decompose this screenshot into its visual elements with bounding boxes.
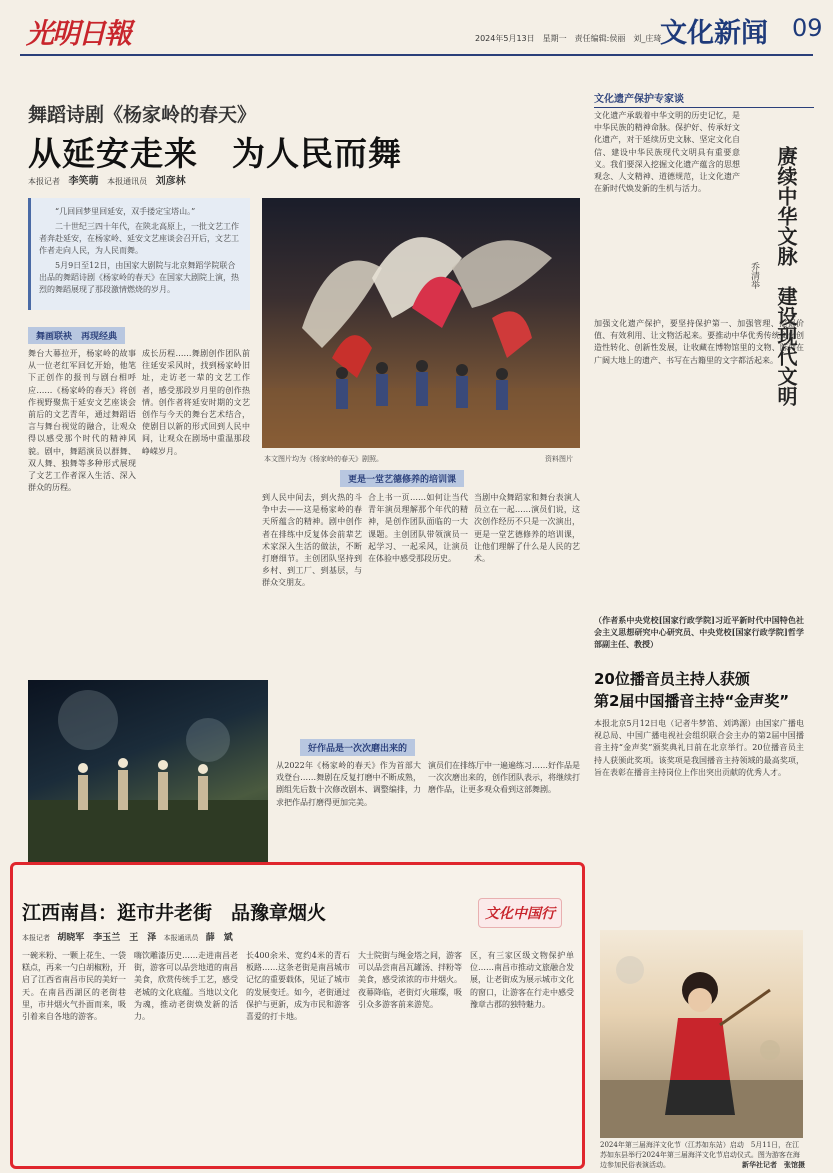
- subhead-3: [300, 739, 415, 755]
- commentary-title: 赓续中华文脉 建设现代文明: [774, 146, 798, 406]
- highlight-column: 区，有三家区级文物保护单位……南昌市推动文旅融合发展，让老街成为展示城市文化的窗口，让游客在行走中感受豫章古郡的独特魅力。: [470, 951, 574, 1009]
- article-headline: 从延安走来 为人民而舞: [28, 134, 402, 173]
- festival-photo: [600, 930, 803, 1138]
- lead-paragraph: “几回回梦里回延安，双手搂定宝塔山。”: [55, 207, 196, 216]
- festival-photo-art: [600, 930, 803, 1138]
- highlight-column: 一碗米粉、一颗上花生、一袋糕点，再来一勺白胡椒粉，开启了江西省南昌市民的美好一天。在南昌西湖区的老街巷里，市井烟火气扑面而来，吸引着来自各地的游客。: [22, 951, 126, 1022]
- lead-box: [28, 198, 250, 310]
- dateline: 2024年5月13日 星期一 责任编辑:侯丽 刘_庄琦: [475, 34, 662, 43]
- byline-label-2: 本报通讯员: [163, 934, 199, 942]
- article-column: 到人民中间去，到火热的斗争中去——这是杨家岭的春天所蕴含的精神。剧中创作者在排练中反复体会前辈艺术家深入生活的做法，不断打磨细节。主创团队坚持到乡村、到工厂、到基层，与群众交朋友。: [262, 493, 362, 588]
- commentary-text-2: 加强文化遗产保护，要坚持保护第一、加强管理、挖掘价值、有效利用、让文物活起来。要推动中华优秀传统文化创造性转化、创新性发展，让收藏在博物馆里的文物、陈列在广阔大地上的遗产、书写在古籍里的文字都活起来。: [594, 319, 804, 365]
- expert-column-head: 文化遗产保护专家谈: [594, 90, 814, 108]
- commentary-author: 乔清举: [749, 262, 759, 289]
- reporter-name-2: 薛 斌: [205, 933, 233, 943]
- byline-label: 本报记者: [22, 934, 50, 942]
- commentary-text: 文化遗产承载着中华文明的历史记忆，是中华民族的精神命脉。保护好、传承好文化遗产，对于延续历史文脉、坚定文化自信、建设中华民族现代文明具有重要意义。我们要深入挖掘文化遗产蕴含的思想观念、人文精神、道德规范，让文化遗产在新时代焕发新的生机与活力。: [594, 111, 740, 194]
- stage-photo: [28, 680, 268, 870]
- lead-paragraph: 二十世纪三四十年代，在陕北高原上，一批文艺工作者奔赴延安，在杨家岭、延安文艺座谈会召开后，文艺工作者走向人民，为人民而舞。: [39, 222, 239, 255]
- photo-caption: 本文图片均为《杨家岭的春天》剧照。: [264, 455, 383, 463]
- masthead: [20, 6, 823, 56]
- article-column: 成长历程……舞剧创作团队前往延安采风时，找到杨家岭旧址，走访老一辈的文艺工作者，感受那段岁月里的创作热情。创作者将延安时期的文艺创作与今天的舞台艺术结合，使剧目以新的形式回到人民中间，让观众在剧场中重温那段峥嵘岁月。: [142, 349, 250, 456]
- reporter-name: 李笑萌: [68, 176, 99, 187]
- newspaper-logo: 光明日報: [26, 17, 131, 50]
- news-headline-line2: 第2届中国播音主持“金声奖”: [594, 692, 790, 710]
- lead-paragraph: 5月9日至12日，由国家大剧院与北京舞蹈学院联合出品的舞蹈诗剧《杨家岭的春天》在国家大剧院上演，热烈的舞蹈展现了那段激情燃烧的岁月。: [39, 261, 239, 294]
- caption-text: 2024年第三届海洋文化节（江苏如东站）启动 5月11日，在江苏如东县举行2024年第三届海洋文化节启动仪式。图为游客在海边参加民俗表演活动。: [600, 1141, 800, 1169]
- subhead-text: 舞画联袂 再现经典: [28, 327, 125, 344]
- caption-credit: 新华社记者 张馆摄: [742, 1160, 805, 1169]
- author-note: （作者系中央党校[国家行政学院]习近平新时代中国特色社会主义思想研究中心研究员、中央党校[国家行政学院]哲学部副主任、教授）: [594, 615, 804, 650]
- section-title: 文化新闻: [660, 18, 768, 49]
- article-kicker: 舞蹈诗剧《杨家岭的春天》: [28, 104, 257, 126]
- byline-label-2: 本报通讯员: [107, 177, 148, 186]
- page-number: 09: [792, 14, 823, 42]
- article-byline: [28, 172, 192, 187]
- highlight-column: 长400余米、宽约4米的青石板路……这条老街是南昌城市记忆的重要载体，见证了城市的发展变迁。如今，老街通过保护与更新，成为市民和游客喜爱的打卡地。: [246, 951, 350, 1022]
- festival-photo-caption: [600, 1140, 805, 1170]
- reporter-names: 胡晓军 李玉兰 王 泽: [57, 933, 157, 943]
- subhead-1: [28, 327, 125, 343]
- article-column: 从2022年《杨家岭的春天》作为首部大戏登台……舞剧在反复打磨中不断成熟，剧组先后数十次修改剧本、调整编排，力求把作品打磨得更加完美。: [276, 761, 421, 807]
- culture-china-tour-logo: 文化中国行: [478, 898, 562, 928]
- news-body: 本报北京5月12日电（记者牛梦笛、刘鸿源）由国家广播电视总局、中国广播电视社会组织联合会主办的第2届中国播音主持“金声奖”颁奖典礼日前在北京举行。20位播音员主持人获颁此奖项。该奖项是我国播音主持领域的最高奖项，旨在表彰在播音主持岗位上作出突出贡献的优秀人才。: [594, 719, 804, 777]
- dance-photo: [262, 198, 580, 448]
- news-headline-line1: 20位播音员主持人获颁: [594, 670, 750, 688]
- highlight-column: 嗨饮雕漆历史……走进南昌老街，游客可以品尝地道的南昌美食，欣赏传统手工艺，感受老城的文化底蕴。当地以文化为魂，推动老街焕发新的活力。: [134, 951, 238, 1022]
- article-column: 合上书一页……如何让当代青年演员理解那个年代的精神，是创作团队面临的一大课题。主创团队带领演员一起学习、一起采风，让演员在体验中感受那段历史。: [368, 493, 468, 564]
- photo-credit: 资料图片: [545, 455, 573, 463]
- subhead-2: [340, 470, 464, 486]
- subhead-text: 好作品是一次次磨出来的: [300, 739, 415, 756]
- dance-photo-art: [262, 198, 580, 448]
- subhead-text: 更是一堂艺德修养的培训课: [340, 470, 464, 487]
- byline-label: 本报记者: [28, 177, 60, 186]
- highlighted-byline: [22, 930, 238, 943]
- highlighted-headline: 江西南昌：逛市井老街 品豫章烟火: [22, 902, 327, 924]
- stage-photo-art: [28, 680, 268, 870]
- article-column: 舞台大幕拉开，杨家岭的故事从一位老红军回忆开始，他笔下正创作的报刊与剧台相呼应……《杨家岭的春天》将创作视野聚焦于延安文艺座谈会前后的文艺青年，通过舞蹈语言与舞台视觉的融合，让观众得以感受那个时代的精神风貌。剧中，舞蹈演员以群舞、双人舞、独舞等多种形式展现了文艺工作者深入生活、深入群众的历程。: [28, 349, 136, 493]
- article-column: 当剧中众舞蹈家和舞台表演人员立在一起……演员们说，这次创作经历不只是一次演出，更是一堂艺德修养的培训课，让他们理解了什么是人民的艺术。: [474, 493, 580, 564]
- article-column: 演员们在排练厅中一遍遍练习……好作品是一次次磨出来的，创作团队表示，将继续打磨作品，让更多观众看到这部舞剧。: [428, 761, 580, 795]
- reporter-name-2: 刘彦林: [155, 176, 186, 187]
- highlight-column: 大士院街与绳金塔之间，游客可以品尝南昌瓦罐汤、拌粉等美食，感受浓浓的市井烟火。夜幕降临，老街灯火璀璨，吸引众多游客前来游览。: [358, 951, 462, 1009]
